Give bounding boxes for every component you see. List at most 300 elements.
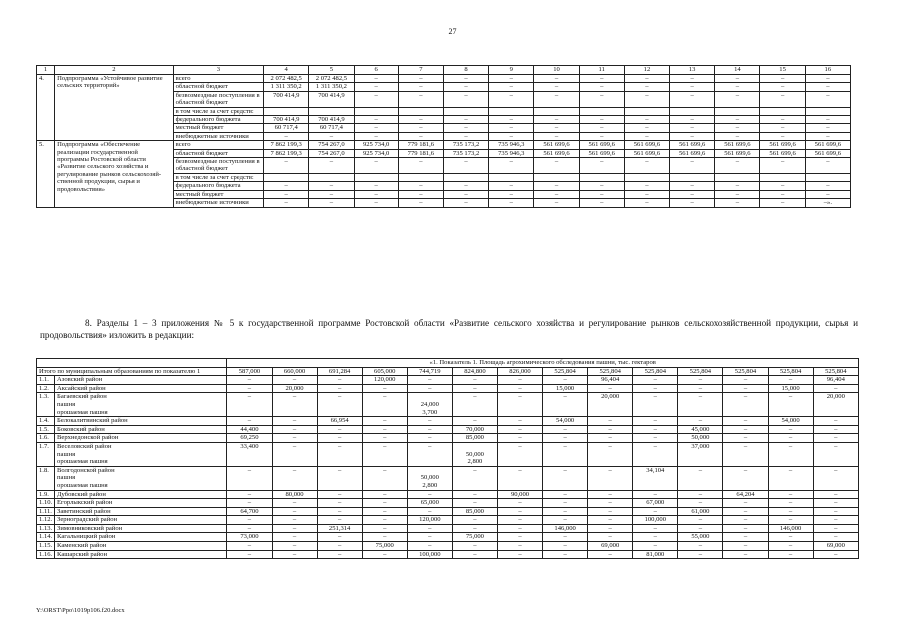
area-value: – xyxy=(227,376,272,385)
area-value: – xyxy=(407,417,452,426)
area-value: – xyxy=(362,466,407,490)
area-value: 120,000 xyxy=(362,376,407,385)
funding-value: 561 699,6 xyxy=(670,149,715,157)
funding-value: – xyxy=(354,116,398,124)
total-value: 525,804 xyxy=(813,367,858,376)
row-number: 1.15. xyxy=(37,542,55,551)
district-name: Багаевский район пашня орошаемая пашня xyxy=(55,393,227,417)
funding-source-label: областной бюджет xyxy=(173,149,263,157)
funding-value: – xyxy=(670,75,715,83)
area-value: 20,000 xyxy=(813,393,858,417)
funding-value: 561 699,6 xyxy=(715,141,760,149)
area-value: – xyxy=(768,434,813,443)
funding-value xyxy=(715,173,760,181)
district-row xyxy=(37,442,859,466)
funding-value: – xyxy=(398,75,443,83)
area-value: – xyxy=(272,442,317,466)
row-number: 1.1. xyxy=(37,376,55,385)
area-value: – xyxy=(633,393,678,417)
area-value: – xyxy=(497,425,542,434)
funding-value: 561 699,6 xyxy=(670,141,715,149)
funding-value xyxy=(264,107,309,115)
area-value: 54,000 xyxy=(543,417,588,426)
area-value: – xyxy=(272,434,317,443)
funding-value: – xyxy=(624,182,669,190)
funding-value: 561 699,6 xyxy=(579,141,624,149)
area-value: – xyxy=(588,425,633,434)
funding-value: – xyxy=(489,158,534,174)
area-value: – xyxy=(452,376,497,385)
row-number: 1.2. xyxy=(37,384,55,393)
area-value: – xyxy=(723,507,768,516)
funding-value: – xyxy=(579,182,624,190)
row-number: 1.6. xyxy=(37,434,55,443)
area-value: – xyxy=(227,542,272,551)
funding-value: – xyxy=(443,158,488,174)
funding-value: 2 072 482,5 xyxy=(309,75,354,83)
funding-value: – xyxy=(443,132,488,140)
area-value: – xyxy=(678,490,723,499)
funding-value: – xyxy=(489,132,534,140)
row-number: 1.5. xyxy=(37,425,55,434)
funding-value: – xyxy=(805,91,850,107)
area-value: 70,000 xyxy=(452,425,497,434)
area-value: – xyxy=(497,417,542,426)
area-value: – xyxy=(543,499,588,508)
area-value: – xyxy=(813,499,858,508)
area-value: – xyxy=(588,434,633,443)
funding-value xyxy=(670,173,715,181)
funding-value xyxy=(715,107,760,115)
funding-value: – xyxy=(670,158,715,174)
area-value: – xyxy=(317,384,362,393)
area-value: 100,000 xyxy=(407,550,452,559)
area-value: 15,000 xyxy=(768,384,813,393)
area-value: 80,000 xyxy=(272,490,317,499)
area-value: – xyxy=(407,376,452,385)
area-value: 34,104 xyxy=(633,466,678,490)
funding-value: 7 862 199,3 xyxy=(264,149,309,157)
area-value: 85,000 xyxy=(452,507,497,516)
area-value: – xyxy=(768,393,813,417)
funding-value: – xyxy=(489,199,534,207)
area-value: – xyxy=(452,393,497,417)
funding-value: – xyxy=(534,75,579,83)
funding-value: – xyxy=(398,132,443,140)
area-value: 251,314 xyxy=(317,524,362,533)
page-number: 27 xyxy=(448,27,457,36)
area-value: – xyxy=(362,533,407,542)
funding-value: – xyxy=(624,75,669,83)
area-value: – xyxy=(633,425,678,434)
area-value: – xyxy=(543,542,588,551)
funding-value xyxy=(579,107,624,115)
area-value: – xyxy=(633,417,678,426)
area-value: – xyxy=(768,376,813,385)
funding-value: 779 181,6 xyxy=(398,141,443,149)
funding-value: – xyxy=(309,199,354,207)
area-value: – xyxy=(317,466,362,490)
subprogram-number: 4. xyxy=(37,75,55,141)
funding-value: 561 699,6 xyxy=(805,149,850,157)
area-value: – xyxy=(362,524,407,533)
area-value: 15,000 xyxy=(543,384,588,393)
header-row xyxy=(37,66,851,75)
funding-value: – xyxy=(489,190,534,198)
area-value: – xyxy=(407,490,452,499)
area-value: 20,000 xyxy=(588,393,633,417)
funding-value: – xyxy=(670,182,715,190)
funding-source-label: всего xyxy=(173,141,263,149)
funding-value: – xyxy=(715,91,760,107)
funding-value: – xyxy=(624,124,669,132)
district-row xyxy=(37,384,859,393)
district-row xyxy=(37,516,859,525)
area-value: – xyxy=(497,507,542,516)
funding-value: 700 414,9 xyxy=(264,116,309,124)
funding-value: – xyxy=(624,83,669,91)
funding-value: – xyxy=(534,132,579,140)
funding-value: 700 414,9 xyxy=(309,91,354,107)
area-value: – xyxy=(813,434,858,443)
area-value: – xyxy=(633,384,678,393)
area-value: – xyxy=(272,516,317,525)
area-value: – xyxy=(633,542,678,551)
funding-source-label: всего xyxy=(173,75,263,83)
area-value: – xyxy=(678,499,723,508)
total-row xyxy=(37,367,859,376)
area-value: – xyxy=(723,542,768,551)
funding-value: – xyxy=(760,83,805,91)
area-value: 44,400 xyxy=(227,425,272,434)
area-value: – xyxy=(272,542,317,551)
row-number: 1.9. xyxy=(37,490,55,499)
district-name: Дубовский район xyxy=(55,490,227,499)
funding-value: – xyxy=(398,116,443,124)
district-row xyxy=(37,376,859,385)
funding-value: – xyxy=(760,132,805,140)
funding-value: – xyxy=(715,75,760,83)
area-value: – xyxy=(588,490,633,499)
area-value: 73,000 xyxy=(227,533,272,542)
area-value: – xyxy=(543,533,588,542)
row-number: 1.10. xyxy=(37,499,55,508)
area-value: – xyxy=(543,490,588,499)
total-value: 824,800 xyxy=(452,367,497,376)
funding-value: 735 946,3 xyxy=(489,149,534,157)
area-value: – xyxy=(497,376,542,385)
area-value: – xyxy=(452,524,497,533)
funding-value xyxy=(354,173,398,181)
funding-value: 779 181,6 xyxy=(398,149,443,157)
area-value: – xyxy=(543,516,588,525)
funding-value xyxy=(670,107,715,115)
district-name: Егорлыкский район xyxy=(55,499,227,508)
district-name: Зерноградский район xyxy=(55,516,227,525)
total-value: 525,804 xyxy=(588,367,633,376)
funding-value: – xyxy=(760,182,805,190)
area-value: – xyxy=(813,516,858,525)
funding-source-label: местный бюджет xyxy=(173,190,263,198)
area-value: – xyxy=(362,499,407,508)
funding-value xyxy=(309,173,354,181)
funding-value: – xyxy=(398,158,443,174)
district-row xyxy=(37,490,859,499)
funding-value xyxy=(534,173,579,181)
area-value: – xyxy=(543,425,588,434)
district-row xyxy=(37,507,859,516)
funding-value: 7 862 199,3 xyxy=(264,141,309,149)
area-value: – xyxy=(768,490,813,499)
funding-value: 735 173,2 xyxy=(443,141,488,149)
area-value: – xyxy=(588,499,633,508)
area-value: – xyxy=(813,442,858,466)
district-row xyxy=(37,393,859,417)
area-value: – xyxy=(272,393,317,417)
district-row xyxy=(37,425,859,434)
area-value: – xyxy=(723,434,768,443)
area-value: 37,000 xyxy=(678,442,723,466)
area-value: 33,400 xyxy=(227,442,272,466)
funding-value: – xyxy=(398,83,443,91)
area-value: – xyxy=(588,507,633,516)
area-value: – xyxy=(768,466,813,490)
area-value: 24,000 3,700 xyxy=(407,393,452,417)
area-value: – xyxy=(633,434,678,443)
funding-value: – xyxy=(354,124,398,132)
funding-value: – xyxy=(760,199,805,207)
area-value: – xyxy=(362,434,407,443)
funding-value: – xyxy=(309,190,354,198)
area-value: – xyxy=(317,434,362,443)
funding-value: 60 717,4 xyxy=(264,124,309,132)
funding-value: – xyxy=(354,83,398,91)
area-value: – xyxy=(317,533,362,542)
funding-value: – xyxy=(579,158,624,174)
subprogram-name: Подпрограмма «Обеспечение реализации государственной программы Ростовской области «Развитие сельского хозяйства и регулирование рынков сельскохозяй-ственной продукции, сырья и продовольствия» xyxy=(55,141,174,207)
funding-value: 735 173,2 xyxy=(443,149,488,157)
total-value: 605,000 xyxy=(362,367,407,376)
area-value: – xyxy=(272,417,317,426)
area-value: – xyxy=(497,393,542,417)
funding-value: – xyxy=(398,199,443,207)
total-value: 525,804 xyxy=(543,367,588,376)
funding-value: – xyxy=(715,158,760,174)
area-value: – xyxy=(497,533,542,542)
area-value: – xyxy=(227,516,272,525)
funding-source-label: местный бюджет xyxy=(173,124,263,132)
area-value: 69,000 xyxy=(813,542,858,551)
area-value: – xyxy=(813,507,858,516)
funding-value: – xyxy=(715,116,760,124)
district-name: Зимовниковский район xyxy=(55,524,227,533)
header-cell: 16 xyxy=(805,66,850,75)
area-value: – xyxy=(362,393,407,417)
funding-source-label: внебюджетные источники xyxy=(173,132,263,140)
funding-value: – xyxy=(443,182,488,190)
area-value: – xyxy=(452,550,497,559)
area-value: – xyxy=(633,490,678,499)
funding-value: 561 699,6 xyxy=(760,149,805,157)
area-value: – xyxy=(407,425,452,434)
funding-value: – xyxy=(354,190,398,198)
funding-value: – xyxy=(624,116,669,124)
area-value: – xyxy=(723,417,768,426)
area-value: – xyxy=(633,533,678,542)
area-value: – xyxy=(588,466,633,490)
funding-value: – xyxy=(534,124,579,132)
funding-value: – xyxy=(715,124,760,132)
funding-source-label: безвозмездные поступления в областной бюджет xyxy=(173,91,263,107)
total-value: 744,719 xyxy=(407,367,452,376)
header-cell: 10 xyxy=(534,66,579,75)
area-value: – xyxy=(452,417,497,426)
district-row xyxy=(37,499,859,508)
area-value: – xyxy=(497,516,542,525)
funding-value: – xyxy=(443,83,488,91)
area-value: – xyxy=(317,516,362,525)
funding-value: – xyxy=(670,199,715,207)
area-value: – xyxy=(362,384,407,393)
area-value: – xyxy=(452,516,497,525)
area-value: 75,000 xyxy=(452,533,497,542)
area-value: 96,404 xyxy=(588,376,633,385)
total-value: 525,804 xyxy=(633,367,678,376)
area-value: – xyxy=(317,393,362,417)
area-value: – xyxy=(407,384,452,393)
funding-value: – xyxy=(715,199,760,207)
funding-value xyxy=(760,173,805,181)
area-value: – xyxy=(813,384,858,393)
row-number: 1.8. xyxy=(37,466,55,490)
header-cell: 11 xyxy=(579,66,624,75)
area-value: – xyxy=(813,524,858,533)
funding-value: – xyxy=(443,91,488,107)
district-name: Кагальницкий район xyxy=(55,533,227,542)
area-value: – xyxy=(588,533,633,542)
funding-value: – xyxy=(760,158,805,174)
area-value: 146,000 xyxy=(543,524,588,533)
area-value: 45,000 xyxy=(678,425,723,434)
area-value: – xyxy=(272,533,317,542)
funding-value: – xyxy=(670,83,715,91)
area-value: – xyxy=(272,524,317,533)
area-value: – xyxy=(723,384,768,393)
funding-value: 561 699,6 xyxy=(805,141,850,149)
funding-value: 735 946,3 xyxy=(489,141,534,149)
funding-value: 561 699,6 xyxy=(624,141,669,149)
funding-value: – xyxy=(309,182,354,190)
funding-value xyxy=(805,107,850,115)
area-value: – xyxy=(497,524,542,533)
funding-value: – xyxy=(534,182,579,190)
area-value: – xyxy=(317,542,362,551)
area-value: – xyxy=(317,499,362,508)
area-value: 50,000 xyxy=(678,434,723,443)
total-value: 587,000 xyxy=(227,367,272,376)
area-value: – xyxy=(407,507,452,516)
funding-source-label: федерального бюджета xyxy=(173,116,263,124)
header-cell: 1 xyxy=(37,66,55,75)
funding-value: – xyxy=(534,190,579,198)
area-value: – xyxy=(678,542,723,551)
funding-value: – xyxy=(489,116,534,124)
area-value: – xyxy=(362,490,407,499)
funding-value: – xyxy=(624,190,669,198)
funding-value: – xyxy=(309,158,354,174)
funding-value: – xyxy=(354,91,398,107)
funding-value: 1 311 350,2 xyxy=(309,83,354,91)
funding-value xyxy=(354,107,398,115)
row-number: 1.11. xyxy=(37,507,55,516)
header-cell: 14 xyxy=(715,66,760,75)
area-value: – xyxy=(588,516,633,525)
funding-value xyxy=(579,173,624,181)
funding-value: 700 414,9 xyxy=(309,116,354,124)
area-value: – xyxy=(497,550,542,559)
header-cell: 2 xyxy=(55,66,174,75)
area-value: – xyxy=(813,490,858,499)
funding-value: – xyxy=(670,124,715,132)
header-cell: 12 xyxy=(624,66,669,75)
area-value: – xyxy=(272,466,317,490)
area-value: 67,000 xyxy=(633,499,678,508)
funding-value: – xyxy=(443,75,488,83)
area-value: – xyxy=(407,434,452,443)
area-value: – xyxy=(678,524,723,533)
district-row xyxy=(37,466,859,490)
area-value: – xyxy=(317,550,362,559)
district-name: Боковский район xyxy=(55,425,227,434)
funding-value: – xyxy=(624,132,669,140)
funding-value: – xyxy=(309,132,354,140)
funding-value: – xyxy=(624,91,669,107)
area-value: – xyxy=(678,384,723,393)
area-value: – xyxy=(497,466,542,490)
funding-value: – xyxy=(670,132,715,140)
area-value: – xyxy=(678,376,723,385)
area-value: – xyxy=(407,542,452,551)
area-value: – xyxy=(768,499,813,508)
area-value: – xyxy=(452,542,497,551)
area-value: – xyxy=(227,466,272,490)
funding-value: – xyxy=(760,75,805,83)
funding-value: – xyxy=(579,199,624,207)
area-value: – xyxy=(362,442,407,466)
funding-value: – xyxy=(579,83,624,91)
funding-value: – xyxy=(489,83,534,91)
funding-value xyxy=(489,107,534,115)
area-value: – xyxy=(768,507,813,516)
funding-value: – xyxy=(805,158,850,174)
header-cell: 3 xyxy=(173,66,263,75)
funding-value: – xyxy=(579,75,624,83)
funding-value: – xyxy=(398,182,443,190)
row-number: 1.7. xyxy=(37,442,55,466)
funding-value: – xyxy=(715,190,760,198)
district-name: Аксайский район xyxy=(55,384,227,393)
funding-value: – xyxy=(805,75,850,83)
area-value: 65,000 xyxy=(407,499,452,508)
area-value: – xyxy=(272,499,317,508)
area-value: – xyxy=(407,533,452,542)
district-row xyxy=(37,434,859,443)
area-value: – xyxy=(227,393,272,417)
area-value: – xyxy=(813,550,858,559)
funding-value: – xyxy=(805,190,850,198)
funding-value: – xyxy=(760,190,805,198)
funding-value xyxy=(398,173,443,181)
